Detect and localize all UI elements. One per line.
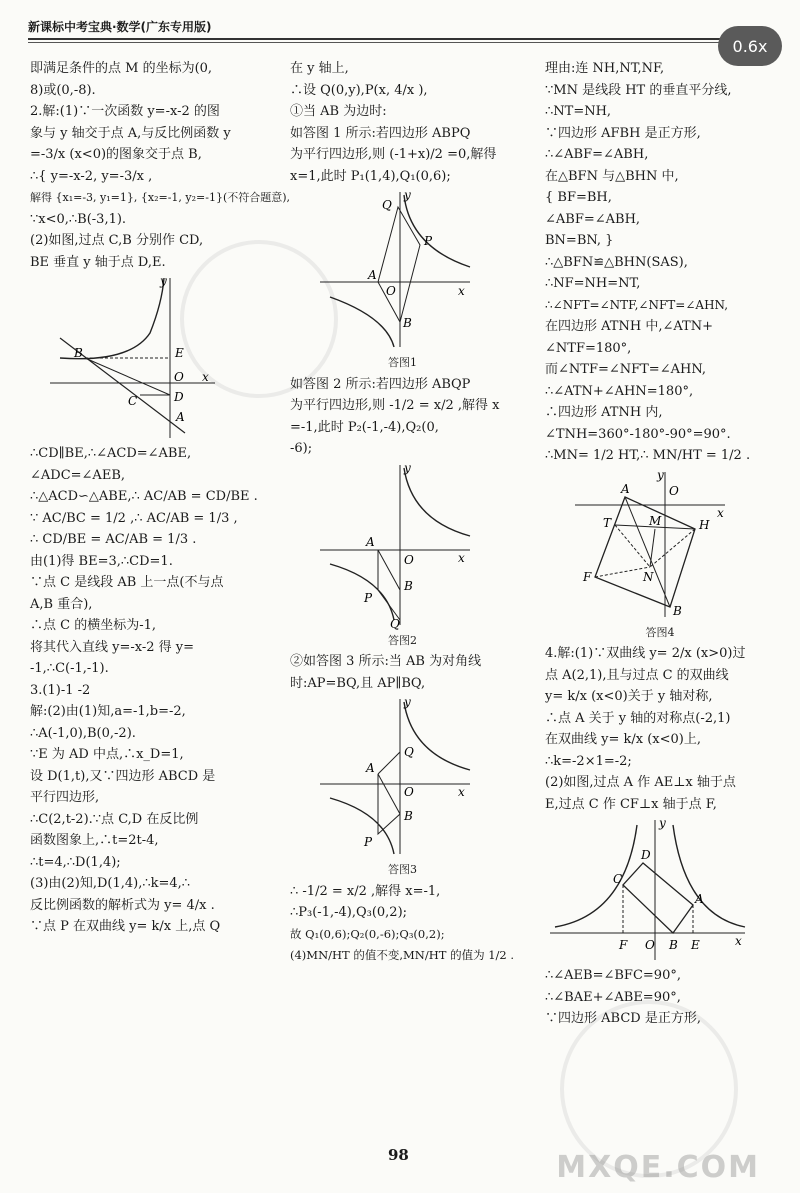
text-line: ∵x<0,∴B(-3,1).: [30, 211, 127, 227]
label-O: O: [404, 785, 414, 799]
text-line: 反比例函数的解析式为 y= 4/x .: [30, 897, 215, 913]
label-A: A: [176, 410, 185, 424]
label-M: M: [649, 513, 662, 528]
figure-answer-2: [290, 460, 490, 630]
label-B: B: [74, 346, 83, 360]
label-x: x: [458, 550, 465, 565]
text-line: ∴NT=NH,: [545, 104, 612, 119]
text-line: ①当 AB 为边时:: [290, 104, 387, 119]
figure-caption: 答图3: [388, 863, 417, 876]
figure-caption: 答图1: [388, 356, 417, 369]
label-E: E: [175, 346, 184, 360]
text-line: ∴∠ABF=∠ABH,: [545, 147, 649, 162]
label-Q: Q: [382, 198, 392, 212]
text-line: -6);: [290, 441, 313, 456]
text-line: ∴ -1/2 = x/2 ,解得 x=-1,: [290, 883, 441, 899]
text-line: ∵MN 是线段 HT 的垂直平分线,: [545, 82, 732, 98]
text-line: ∴四边形 ATNH 内,: [545, 405, 663, 420]
text-line: 2.解:(1)∵一次函数 y=-x-2 的图: [30, 104, 220, 119]
label-P: P: [364, 590, 373, 605]
text-line: A,B 重合),: [30, 596, 93, 612]
text-line: ∴△BFN≌△BHN(SAS),: [545, 254, 688, 270]
text-line: 为平行四边形,则 (-1+x)/2 =0,解得: [290, 147, 497, 162]
column-2: [290, 58, 515, 967]
text-line: ∵点 C 是线段 AB 上一点(不与点: [30, 575, 224, 590]
text-line: ∴△ACD∽△ABE,∴ AC/AB = CD/BE .: [30, 489, 258, 504]
text-line: ∵四边形 ABCD 是正方形,: [545, 1011, 701, 1026]
text-line: ∴A(-1,0),B(0,-2).: [30, 725, 136, 741]
text-line: BN=BN, }: [545, 233, 614, 248]
header-rule: [28, 38, 768, 40]
text-line: ∴设 Q(0,y),P(x, 4/x ),: [290, 82, 428, 98]
text-line: 点 A(2,1),且与过点 C 的双曲线: [545, 667, 729, 683]
label-D: D: [174, 390, 184, 404]
hyperbola-branch-left: [330, 798, 394, 854]
label-B: B: [404, 578, 413, 593]
header-title: 新课标中考宝典·数学(广东专用版): [28, 20, 212, 34]
column-3: [545, 58, 775, 1030]
label-A: A: [366, 761, 375, 775]
text-line: 设 D(1,t),又∵四边形 ABCD 是: [30, 768, 216, 784]
diagonal-AB: [625, 497, 670, 607]
figure-answer-3: [290, 694, 490, 859]
label-F: F: [583, 569, 592, 584]
label-P: P: [424, 234, 433, 248]
text-line: =-1,此时 P₂(-1,-4),Q₂(0,: [290, 419, 439, 435]
text-line: ∴∠AEB=∠BFC=90°,: [545, 968, 681, 983]
text-line: ∴C(2,t-2).∵点 C,D 在反比例: [30, 811, 199, 827]
text-line: 将其代入直线 y=-x-2 得 y=: [30, 639, 195, 655]
site-watermark: MXQE.COM: [556, 1150, 760, 1185]
text-line: ∴{ y=-x-2, y=-3/x ,: [30, 168, 153, 184]
text-line: 如答图 2 所示:若四边形 ABQP: [290, 376, 471, 392]
text-line: ∠ABF=∠ABH,: [545, 211, 641, 227]
label-x: x: [202, 370, 209, 384]
label-y: y: [404, 695, 411, 709]
square-ABCD: [623, 863, 693, 933]
label-O: O: [404, 552, 414, 567]
text-line: (4)MN/HT 的值不变,MN/HT 的值为 1/2 .: [290, 948, 515, 962]
parallelogram-ABQP: [378, 550, 400, 620]
text-line: E,过点 C 作 CF⊥x 轴于点 F,: [545, 796, 717, 812]
figure-caption: 答图2: [388, 633, 417, 647]
text-line: 而∠NTF=∠NFT=∠AHN,: [545, 362, 706, 377]
label-B: B: [403, 316, 412, 330]
label-B: B: [669, 938, 678, 952]
label-T: T: [603, 515, 612, 530]
label-y: y: [404, 460, 411, 475]
text-line: ∴NF=NH=NT,: [545, 276, 641, 291]
label-x: x: [735, 934, 742, 948]
text-line: 由(1)得 BE=3,∴CD=1.: [30, 553, 173, 569]
playback-speed-badge[interactable]: 0.6x: [718, 26, 782, 66]
text-line: x=1,此时 P₁(1,4),Q₁(0,6);: [290, 168, 451, 184]
label-y: y: [659, 816, 666, 830]
figure-answer-4: [545, 467, 745, 622]
figure-caption: 答图4: [645, 625, 675, 639]
text-line: 即满足条件的点 M 的坐标为(0,: [30, 61, 213, 76]
label-E: E: [691, 938, 700, 952]
text-line: 8)或(0,-8).: [30, 82, 96, 98]
text-line: 平行四边形,: [30, 790, 100, 805]
text-line: BE 垂直 y 轴于点 D,E.: [30, 254, 166, 270]
text-line: ∠ADC=∠AEB,: [30, 467, 125, 483]
text-line: 在△BFN 与△BHN 中,: [545, 168, 679, 184]
figure-q2: [30, 273, 230, 443]
text-line: ∠TNH=360°-180°-90°=90°.: [545, 426, 731, 442]
label-C: C: [613, 872, 623, 886]
text-line: ∴CD∥BE,∴∠ACD=∠ABE,: [30, 446, 192, 461]
label-A: A: [621, 481, 630, 496]
label-y: y: [160, 274, 167, 288]
text-line: =-3/x (x<0)的图象交于点 B,: [30, 147, 202, 162]
text-line: 在四边形 ATNH 中,∠ATN+: [545, 319, 713, 334]
text-line: y= k/x (x<0)关于 y 轴对称,: [545, 689, 713, 704]
text-line: ∴∠NFT=∠NTF,∠NFT=∠AHN,: [545, 297, 729, 312]
text-line: ∴ CD/BE = AC/AB = 1/3 .: [30, 532, 197, 547]
text-line: 为平行四边形,则 -1/2 = x/2 ,解得 x: [290, 398, 500, 413]
text-line: ∵E 为 AD 中点,∴x_D=1,: [30, 747, 184, 762]
text-line: ∴t=4,∴D(1,4);: [30, 854, 121, 870]
label-y: y: [404, 188, 411, 202]
segment-NF: [595, 567, 650, 577]
text-line: 3.(1)-1 -2: [30, 682, 91, 698]
diagonal-AB: [378, 774, 400, 814]
label-O: O: [174, 370, 184, 384]
hyperbola-right: [673, 825, 745, 927]
label-B: B: [673, 603, 682, 618]
text-line: ∵ AC/BC = 1/2 ,∴ AC/AB = 1/3 ,: [30, 510, 238, 526]
label-A: A: [368, 268, 377, 282]
figure-q4: [545, 815, 750, 965]
label-O: O: [645, 938, 655, 952]
label-x: x: [717, 505, 724, 520]
label-H: H: [699, 517, 710, 532]
text-line: (3)由(2)知,D(1,4),∴k=4,∴: [30, 876, 191, 891]
label-P: P: [364, 835, 373, 849]
label-D: D: [641, 848, 651, 862]
text-line: ∴点 C 的横坐标为-1,: [30, 618, 157, 633]
text-line: 如答图 1 所示:若四边形 ABPQ: [290, 125, 471, 141]
label-F: F: [619, 938, 628, 952]
label-B: B: [404, 809, 413, 823]
column-1: [30, 58, 291, 938]
text-line: 故 Q₁(0,6);Q₂(0,-6);Q₃(0,2);: [290, 926, 445, 941]
hyperbola-branch-right: [404, 195, 470, 267]
text-line: ∴k=-2×1=-2;: [545, 753, 632, 769]
hyperbola-branch-right: [404, 468, 470, 536]
text-line: ∠NTF=180°,: [545, 340, 632, 356]
text-line: (2)如图,过点 C,B 分别作 CD,: [30, 233, 204, 248]
text-line: 在双曲线 y= k/x (x<0)上,: [545, 732, 701, 747]
text-line: ∴∠ATN+∠AHN=180°,: [545, 383, 694, 399]
label-O: O: [386, 284, 396, 298]
label-A: A: [366, 534, 375, 549]
text-line: 象与 y 轴交于点 A,与反比例函数 y: [30, 125, 231, 141]
hyperbola-branch-left: [330, 564, 394, 620]
label-N: N: [643, 569, 654, 584]
text-line: 函数图象上,∴t=2t-4,: [30, 833, 159, 848]
text-line: ∴点 A 关于 y 轴的对称点(-2,1): [545, 710, 731, 726]
square-AHBF: [595, 497, 695, 607]
running-header: [28, 18, 768, 40]
text-line: 4.解:(1)∵双曲线 y= 2/x (x>0)过: [545, 646, 746, 661]
label-A: A: [695, 892, 704, 906]
label-C: C: [128, 394, 138, 408]
label-Q: Q: [390, 616, 400, 630]
text-line: 时:AP=BQ,且 AP∥BQ,: [290, 675, 426, 691]
text-line: 解得 {x₁=-3, y₁=1}, {x₂=-1, y₂=-1}(不符合题意),: [30, 191, 291, 204]
label-x: x: [458, 284, 465, 298]
label-x: x: [458, 785, 465, 799]
header-rule-thin: [28, 42, 768, 43]
text-line: ∵四边形 AFBH 是正方形,: [545, 125, 701, 141]
text-line: ②如答图 3 所示:当 AB 为对角线: [290, 654, 482, 669]
page-number: 98: [388, 1146, 409, 1164]
text-line: -1,∴C(-1,-1).: [30, 661, 109, 676]
hyperbola-branch-right: [404, 702, 470, 770]
text-line: { BF=BH,: [545, 190, 612, 205]
text-line: ∵点 P 在双曲线 y= k/x 上,点 Q: [30, 919, 221, 934]
label-Q: Q: [404, 745, 414, 759]
text-line: ∴P₃(-1,-4),Q₃(0,2);: [290, 905, 408, 920]
text-line: ∴∠BAE+∠ABE=90°,: [545, 989, 681, 1005]
text-line: (2)如图,过点 A 作 AE⊥x 轴于点: [545, 775, 736, 790]
hyperbola-branch-left: [330, 297, 394, 347]
label-y: y: [657, 467, 664, 482]
text-line: 解:(2)由(1)知,a=-1,b=-2,: [30, 704, 186, 719]
text-line: ∴MN= 1/2 HT,∴ MN/HT = 1/2 .: [545, 448, 751, 463]
text-line: 理由:连 NH,NT,NF,: [545, 61, 665, 76]
label-O: O: [669, 483, 679, 498]
figure-answer-1: [290, 187, 490, 352]
text-line: 在 y 轴上,: [290, 61, 349, 76]
hyperbola-left: [555, 825, 637, 927]
segment-MN: [650, 529, 655, 567]
